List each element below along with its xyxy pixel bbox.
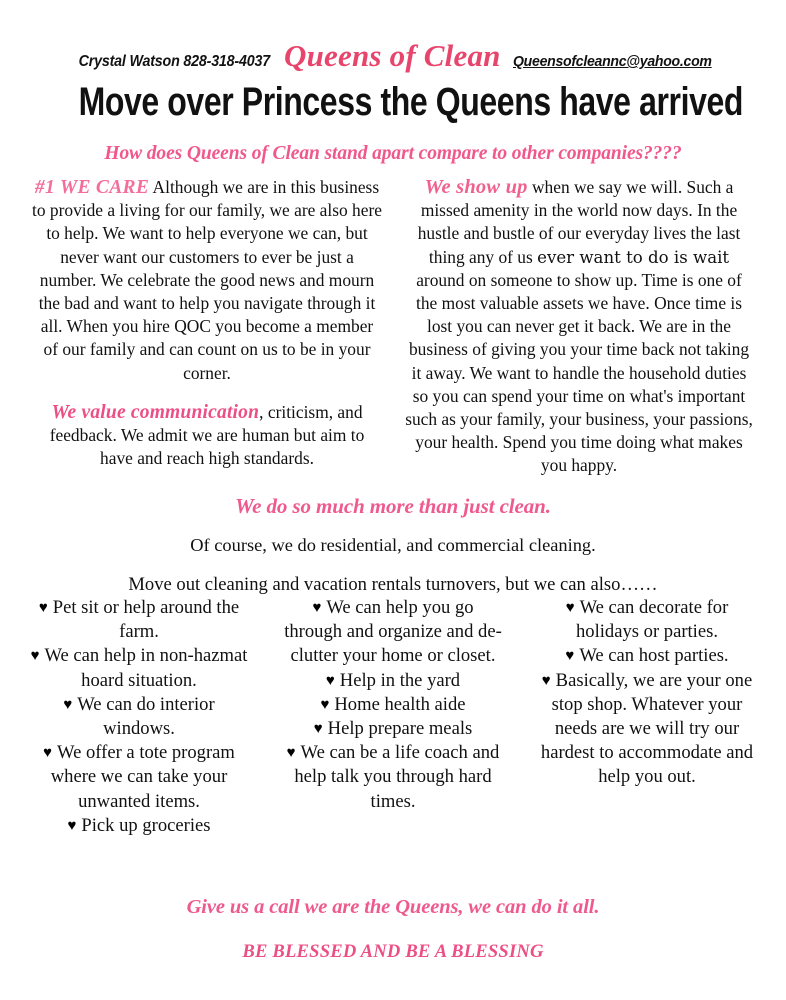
body-we-show-up-a: when we say we will. Such a missed amenity in the world now days. In the hustle and bustle of our everyday lives the last thing any of us bbox=[417, 177, 741, 267]
list-item bbox=[284, 596, 502, 669]
footer-blessing: BE BLESSED AND BE A BLESSING bbox=[242, 941, 544, 962]
mid-line-moveout: Move out cleaning and vacation rentals turnovers, but we can also…… bbox=[128, 574, 658, 595]
lead-we-care: #1 WE CARE bbox=[34, 177, 150, 198]
bullet-column-3 bbox=[538, 596, 756, 790]
footer-call-to-action: Give us a call we are the Queens, we can do it all. bbox=[186, 896, 600, 918]
list-item-label: We can help you go through and organize and de-clutter your home or closet. bbox=[284, 597, 502, 667]
list-item bbox=[30, 596, 248, 644]
list-item-label: We can be a life coach and help talk you through hard times. bbox=[294, 742, 500, 812]
list-item-label: We can decorate for holidays or parties. bbox=[575, 597, 729, 643]
bullet-column-1 bbox=[30, 596, 248, 838]
heart-bullet-icon: ♥ bbox=[286, 745, 296, 762]
left-text-column bbox=[32, 176, 382, 478]
paragraph-we-show-up bbox=[404, 176, 754, 478]
list-item bbox=[538, 644, 756, 668]
list-item bbox=[284, 717, 502, 741]
bullet-list-1 bbox=[30, 596, 248, 838]
footer-section bbox=[0, 896, 786, 963]
list-item bbox=[284, 669, 502, 693]
heart-bullet-icon: ♥ bbox=[67, 817, 77, 834]
heart-bullet-icon: ♥ bbox=[63, 696, 73, 713]
mid-line-services: Of course, we do residential, and commercial cleaning. bbox=[190, 535, 596, 555]
bullet-column-2 bbox=[284, 596, 502, 814]
heart-bullet-icon: ♥ bbox=[313, 721, 323, 738]
list-item bbox=[30, 814, 248, 838]
heart-bullet-icon: ♥ bbox=[38, 600, 48, 616]
list-item-label: Help prepare meals bbox=[327, 718, 473, 740]
contact-name-phone: Crystal Watson 828-318-4037 bbox=[78, 53, 271, 70]
list-item-label: Pet sit or help around the farm. bbox=[52, 597, 240, 643]
heart-bullet-icon: ♥ bbox=[565, 600, 575, 616]
page-subtitle: How does Queens of Clean stand apart compare to other companies???? bbox=[104, 143, 682, 164]
list-item-label: We offer a tote program where we can take your unwanted items. bbox=[50, 742, 235, 812]
body-we-value-communication: , criticism, and feedback. We admit we are human but aim to have and reach high standards. bbox=[49, 401, 365, 469]
heart-bullet-icon: ♥ bbox=[43, 745, 53, 762]
list-item-label: We can do interior windows. bbox=[77, 693, 215, 740]
list-item bbox=[30, 741, 248, 814]
heart-bullet-icon: ♥ bbox=[312, 600, 322, 616]
bullet-list-2 bbox=[284, 596, 502, 814]
body-we-show-up-b: around on someone to show up. Time is one of the most valuable assets we have. Once time is lost you can never get it back. We are in the business of giving you your time back not taking it away. We want to handle the household duties so you can spend your time on what's important such as your family, your business, your passions, your health. Spend you time doing what makes you happy. bbox=[405, 269, 753, 476]
company-logo-text: Queens of Clean bbox=[284, 38, 501, 73]
list-item-label: Basically, we are your one stop shop. Whatever your needs are we will try our hardest to accommodate and help you out. bbox=[540, 669, 754, 788]
mid-heading: We do so much more than just clean. bbox=[235, 494, 551, 518]
page-title: Move over Princess the Queens have arrived bbox=[78, 80, 744, 124]
list-item-label: We can help in non-hazmat hoard situation. bbox=[44, 645, 248, 691]
mid-section bbox=[0, 494, 786, 596]
list-item-label: Pick up groceries bbox=[81, 814, 211, 836]
right-text-column bbox=[404, 176, 754, 478]
contact-email-link[interactable]: Queensofcleannc@yahoo.com bbox=[512, 53, 712, 70]
heart-bullet-icon: ♥ bbox=[541, 672, 551, 689]
header-contact-row bbox=[0, 38, 786, 72]
heart-bullet-icon: ♥ bbox=[30, 648, 40, 665]
heart-bullet-icon: ♥ bbox=[320, 696, 330, 713]
list-item bbox=[30, 693, 248, 741]
body-we-show-up-emphasis: ever want to do is wait bbox=[537, 247, 730, 267]
lead-we-value-communication: We value communication bbox=[51, 401, 260, 423]
paragraph-we-care bbox=[32, 176, 382, 385]
heart-bullet-icon: ♥ bbox=[325, 672, 335, 689]
lead-we-show-up: We show up bbox=[424, 176, 528, 198]
two-column-text-section bbox=[0, 176, 786, 478]
bullet-columns-section bbox=[0, 596, 786, 838]
list-item-label: We can host parties. bbox=[579, 645, 729, 667]
list-item-label: Help in the yard bbox=[339, 669, 461, 691]
list-item bbox=[284, 741, 502, 814]
body-we-care: Although we are in this business to provide a living for our family, we are also here to help. We want to help everyone we can, but never want our customers to ever be just a number. We celebrate the good news and mourn the bad and want to help you navigate through it all. When you hire QOC you become a member of our family and can count on us to be in your corner. bbox=[32, 177, 382, 383]
list-item bbox=[538, 669, 756, 790]
list-item-label: Home health aide bbox=[334, 693, 466, 715]
list-item bbox=[284, 693, 502, 717]
heart-bullet-icon: ♥ bbox=[565, 648, 575, 665]
bullet-list-3 bbox=[538, 596, 756, 790]
paragraph-we-value-communication bbox=[32, 401, 382, 471]
list-item bbox=[30, 644, 248, 692]
list-item bbox=[538, 596, 756, 644]
